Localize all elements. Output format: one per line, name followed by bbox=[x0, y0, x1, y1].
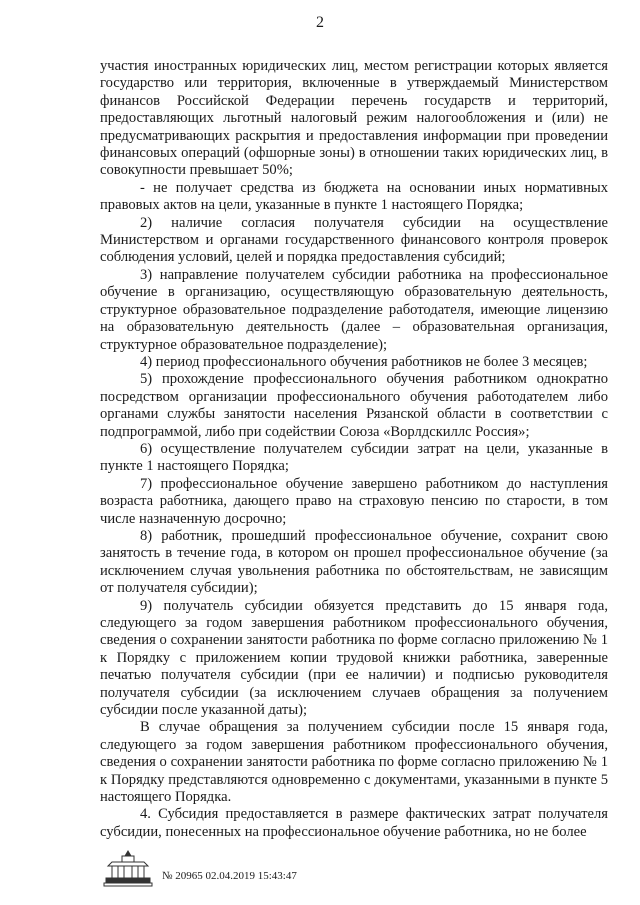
paragraph-4: 3) направление получателем субсидии работника на профессиональное обучение в организацию, осуществляющую образовательную деятельность, структурное образовательное подразделение работодателя, имеющие лицензию на образовательную деятельность (далее – образовательная организация, структурное образовательное подразделение); bbox=[100, 266, 608, 353]
paragraph-7: 6) осуществление получателем субсидии затрат на цели, указанные в пункте 1 настоящего Порядка; bbox=[100, 440, 608, 475]
government-building-stamp-icon bbox=[100, 848, 156, 888]
document-registration-number: № 20965 02.04.2019 15:43:47 bbox=[162, 870, 297, 882]
paragraph-6: 5) прохождение профессионального обучения работником однократно посредством организации профессионального обучения работодателем либо органами службы занятости населения Рязанской области в соответствии с подпрограммой, либо при содействии Союза «Ворлдскиллс Россия»; bbox=[100, 371, 608, 440]
paragraph-8: 7) профессиональное обучение завершено работником до наступления возраста работника, дающего право на страховую пенсию по старости, в том числе назначенную досрочно; bbox=[100, 475, 608, 527]
paragraph-2: - не получает средства из бюджета на основании иных нормативных правовых актов на цели, указанные в пункте 1 настоящего Порядка; bbox=[100, 179, 608, 214]
document-body bbox=[100, 58, 608, 841]
paragraph-11: В случае обращения за получением субсидии после 15 января года, следующего за годом завершения работником профессионального обучения, сведения о сохранении занятости работника по форме согласно приложению № 1 к Порядку представляются одновременно с документами, указанными в пункте 5 настоящего Порядка. bbox=[100, 719, 608, 806]
document-footer bbox=[100, 846, 360, 896]
paragraph-5: 4) период профессионального обучения работников не более 3 месяцев; bbox=[140, 353, 588, 370]
paragraph-1: участия иностранных юридических лиц, местом регистрации которых является государство или территория, включенные в утверждаемый Министерством финансов Российской Федерации перечень государств и территорий, предоставляющих льготный налоговый режим налогообложения и (или) не предусматривающих раскрытия и предоставления информации при проведении финансовых операций (офшорные зоны) в отношении таких юридических лиц, в совокупности превышает 50%; bbox=[100, 58, 608, 179]
page-number: 2 bbox=[316, 14, 324, 31]
paragraph-12: 4. Субсидия предоставляется в размере фактических затрат получателя субсидии, понесенных на профессиональное обучение работника, но не более bbox=[100, 806, 608, 840]
paragraph-3: 2) наличие согласия получателя субсидии на осуществление Министерством и органами государственного финансового контроля проверок соблюдения условий, целей и порядка предоставления субсидий; bbox=[100, 214, 608, 266]
paragraph-9: 8) работник, прошедший профессиональное обучение, сохранит свою занятость в течение года, в котором он прошел профессиональное обучение (за исключением случая увольнения работника по обстоятельствам, не зависящим от получателя субсидии); bbox=[100, 527, 608, 597]
paragraph-10: 9) получатель субсидии обязуется представить до 15 января года, следующего за годом завершения работником профессионального обучения, сведения о сохранении занятости работника по форме согласно приложению № 1 к Порядку с приложением копии трудовой книжки работника, заверенные печатью получателя субсидии (при ее наличии) и подписью руководителя получателя субсидии (за исключением случаев обращения за получением субсидии после указанной даты); bbox=[100, 597, 608, 719]
